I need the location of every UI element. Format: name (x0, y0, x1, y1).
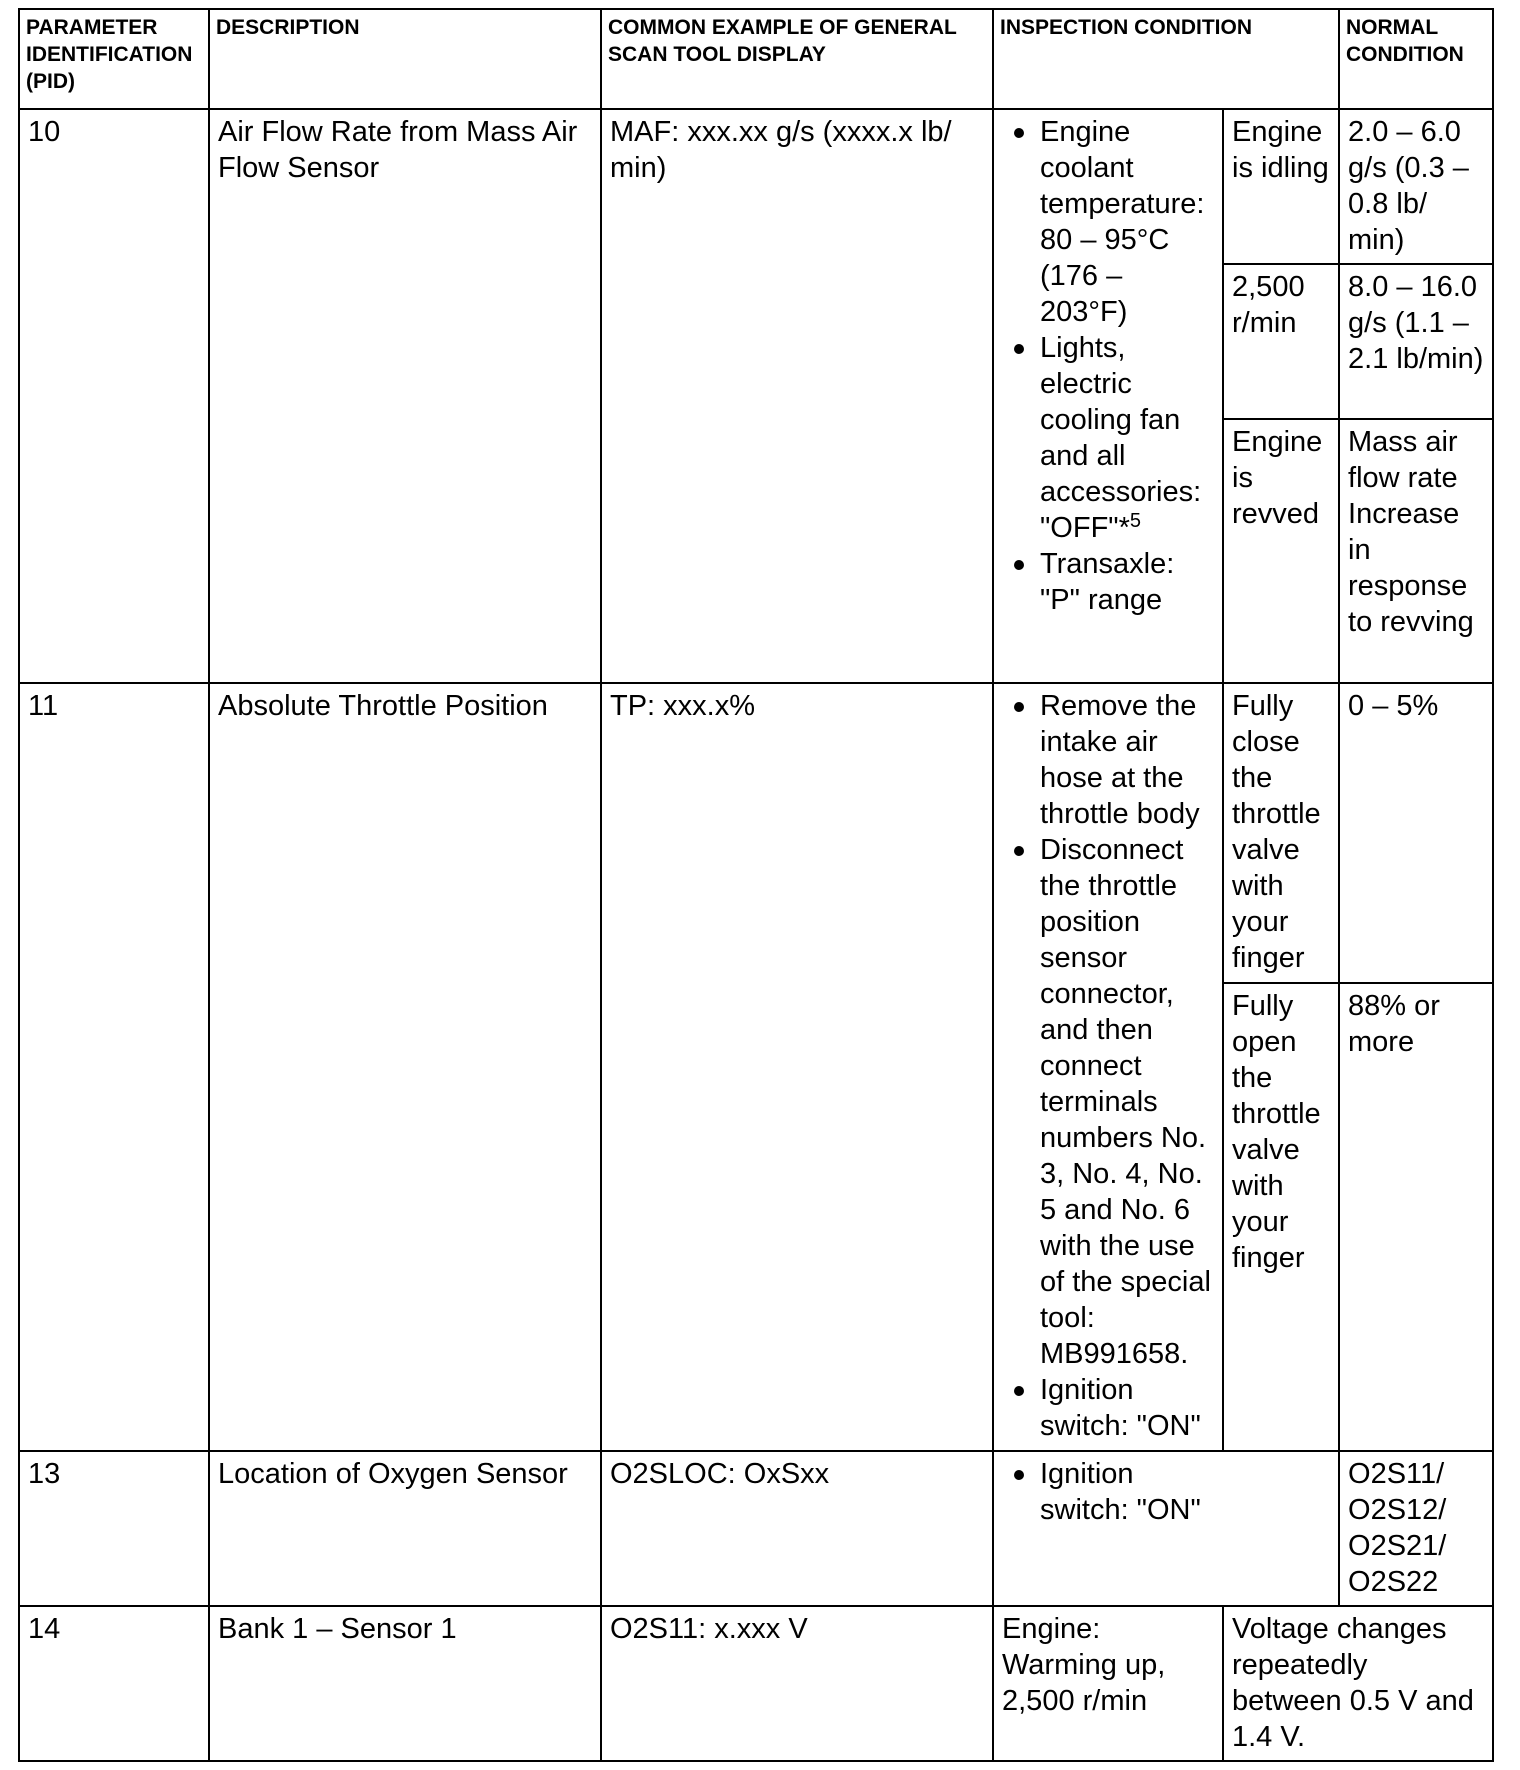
condition-item: Transaxle: "P" range (1002, 546, 1214, 618)
state-cell: Engine is idling (1223, 109, 1339, 264)
description-cell: Location of Oxygen Sensor (209, 1451, 601, 1606)
header-display: COMMON EXAMPLE OF GENERAL SCAN TOOL DISPLAY (601, 9, 993, 109)
state-cell: Fully open the throttle valve with your finger (1223, 983, 1339, 1451)
condition-item: Engine coolant temperature: 80 – 95°C (176 – 203°F) (1002, 114, 1214, 330)
pid-table (18, 8, 1494, 1762)
pid-cell: 13 (19, 1451, 209, 1606)
normal-cell: Voltage changes repeatedly between 0.5 V and 1.4 V. (1223, 1606, 1493, 1761)
display-cell: TP: xxx.x% (601, 683, 993, 1451)
conditions-list (1002, 688, 1214, 1444)
condition-item (1002, 330, 1214, 546)
conditions-list (1002, 114, 1214, 618)
footnote-marker: 5 (1129, 510, 1141, 532)
header-pid: PARAMETER IDENTIFICATION (PID) (19, 9, 209, 109)
table-row-pid-10 (19, 109, 1493, 264)
condition-text: Lights, electric cooling fan and all accessories: "OFF"* (1040, 332, 1202, 544)
conditions-list (1002, 1456, 1330, 1528)
header-inspection: INSPECTION CONDITION (993, 9, 1339, 109)
description-cell: Air Flow Rate from Mass Air Flow Sensor (209, 109, 601, 683)
display-cell: O2SLOC: OxSxx (601, 1451, 993, 1606)
condition-item: Disconnect the throttle position sensor connector, and then connect terminals numbers No. 3, No. 4, No. 5 and No. 6 with the use of the special tool: MB991658. (1002, 832, 1214, 1372)
state-cell: Fully close the throttle valve with your finger (1223, 683, 1339, 983)
inspection-conditions-cell (993, 1451, 1339, 1606)
inspection-conditions-cell (993, 683, 1223, 1451)
normal-cell: 88% or more (1339, 983, 1493, 1451)
inspection-conditions-cell (993, 109, 1223, 683)
header-description: DESCRIPTION (209, 9, 601, 109)
state-cell: Engine is revved (1223, 419, 1339, 683)
normal-cell: 2.0 – 6.0 g/s (0.3 – 0.8 lb/ min) (1339, 109, 1493, 264)
pid-cell: 11 (19, 683, 209, 1451)
normal-cell: 8.0 – 16.0 g/s (1.1 – 2.1 lb/min) (1339, 264, 1493, 419)
description-cell: Absolute Throttle Position (209, 683, 601, 1451)
display-cell: O2S11: x.xxx V (601, 1606, 993, 1761)
header-normal: NORMAL CONDITION (1339, 9, 1493, 109)
pid-cell: 10 (19, 109, 209, 683)
table-row-pid-14 (19, 1606, 1493, 1761)
condition-item: Ignition switch: "ON" (1002, 1456, 1210, 1528)
normal-cell: 0 – 5% (1339, 683, 1493, 983)
normal-cell: O2S11/ O2S12/ O2S21/ O2S22 (1339, 1451, 1493, 1606)
state-cell: 2,500 r/min (1223, 264, 1339, 419)
pid-cell: 14 (19, 1606, 209, 1761)
display-cell: MAF: xxx.xx g/s (xxxx.x lb/ min) (601, 109, 993, 683)
condition-item: Ignition switch: "ON" (1002, 1372, 1214, 1444)
normal-cell: Mass air flow rate Increase in response to revving (1339, 419, 1493, 683)
description-cell: Bank 1 – Sensor 1 (209, 1606, 601, 1761)
header-row (19, 9, 1493, 109)
table-row-pid-11 (19, 683, 1493, 983)
table-row-pid-13 (19, 1451, 1493, 1606)
condition-item: Remove the intake air hose at the throttle body (1002, 688, 1214, 832)
inspection-condition-cell: Engine: Warming up, 2,500 r/min (993, 1606, 1223, 1761)
